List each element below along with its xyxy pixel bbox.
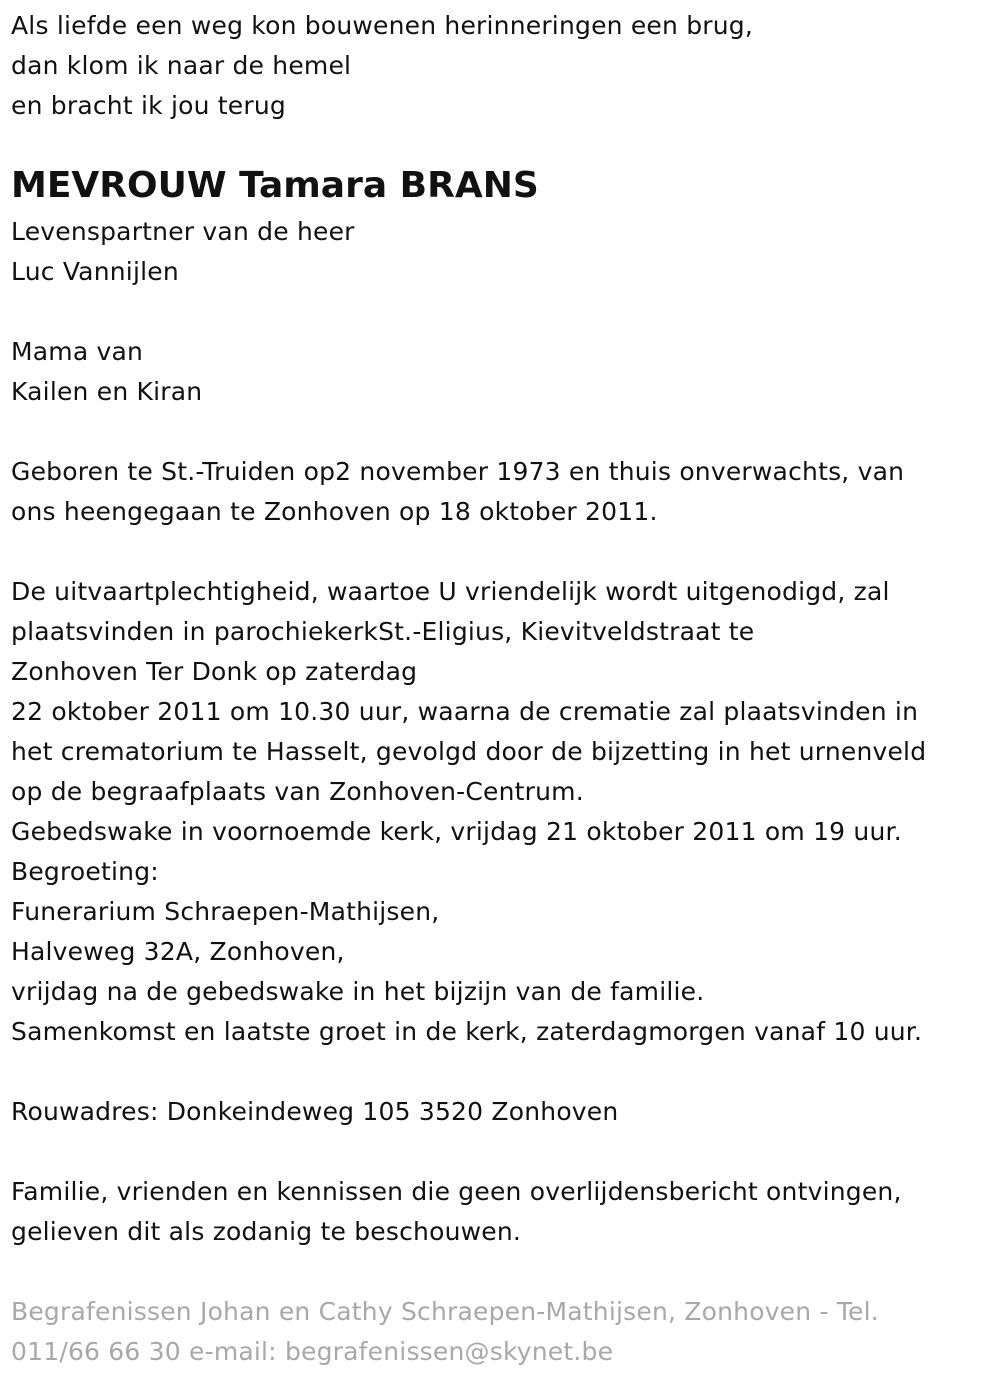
ceremony-line: op de begraafplaats van Zonhoven-Centrum. <box>11 777 584 806</box>
mourning-address: Rouwadres: Donkeindeweg 105 3520 Zonhoven <box>11 1097 619 1126</box>
ceremony-line: het crematorium te Hasselt, gevolgd door de bijzetting in het urnenveld <box>11 737 927 766</box>
partner-line: Levenspartner van de heer <box>11 217 355 246</box>
funeral-home-footer <box>11 1292 991 1372</box>
ceremony-line: Funerarium Schraepen-Mathijsen, <box>11 897 440 926</box>
ceremony-line: plaatsvinden in parochiekerkSt.-Eligius, Kievitveldstraat te <box>11 617 755 646</box>
deceased-name: MEVROUW Tamara BRANS <box>11 165 539 206</box>
children-line: Mama van <box>11 337 144 366</box>
birth-death-line: Geboren te St.-Truiden op2 november 1973 en thuis onverwachts, van <box>11 457 905 486</box>
ceremony-line: Zonhoven Ter Donk op zaterdag <box>11 657 418 686</box>
notice-line: Familie, vrienden en kennissen die geen overlijdensbericht ontvingen, <box>11 1177 902 1206</box>
partner-line: Luc Vannijlen <box>11 257 179 286</box>
poem <box>11 6 991 126</box>
poem-line: dan klom ik naar de hemel <box>11 51 352 80</box>
partner-section <box>11 212 991 292</box>
notice-section <box>11 1172 991 1252</box>
ceremony-line: De uitvaartplechtigheid, waartoe U vriendelijk wordt uitgenodigd, zal <box>11 577 890 606</box>
ceremony-line: Samenkomst en laatste groet in de kerk, zaterdagmorgen vanaf 10 uur. <box>11 1017 923 1046</box>
footer-line: Begrafenissen Johan en Cathy Schraepen-Mathijsen, Zonhoven - Tel. <box>11 1297 879 1326</box>
ceremony-line: Begroeting: <box>11 857 159 886</box>
footer-line: 011/66 66 30 e-mail: begrafenissen@skynet.be <box>11 1337 614 1366</box>
ceremony-section <box>11 572 991 1052</box>
poem-line: en bracht ik jou terug <box>11 91 286 120</box>
children-section <box>11 332 991 412</box>
birth-death-line: ons heengegaan te Zonhoven op 18 oktober 2011. <box>11 497 658 526</box>
ceremony-line: Halveweg 32A, Zonhoven, <box>11 937 345 966</box>
ceremony-line: 22 oktober 2011 om 10.30 uur, waarna de crematie zal plaatsvinden in <box>11 697 919 726</box>
obituary-notice <box>11 6 991 1372</box>
birth-death-section <box>11 452 991 532</box>
notice-line: gelieven dit als zodanig te beschouwen. <box>11 1217 522 1246</box>
ceremony-line: Gebedswake in voornoemde kerk, vrijdag 21 oktober 2011 om 19 uur. <box>11 817 902 846</box>
address-section <box>11 1092 991 1132</box>
poem-line: Als liefde een weg kon bouwenen herinneringen een brug, <box>11 11 754 40</box>
children-line: Kailen en Kiran <box>11 377 203 406</box>
ceremony-line: vrijdag na de gebedswake in het bijzijn van de familie. <box>11 977 705 1006</box>
